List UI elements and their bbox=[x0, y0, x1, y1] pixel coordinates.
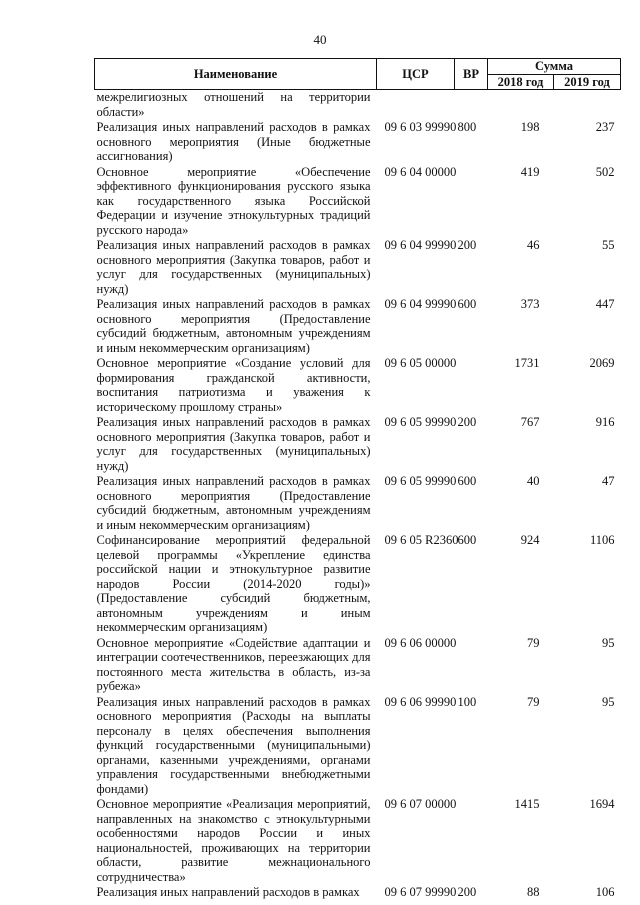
table-row bbox=[95, 238, 621, 297]
row-name-cell: Основное мероприятие «Обеспечение эффективного функционирования русского языка как государственного языка Российской Федерации и изучение этнокультурных традиций русского народа» bbox=[96, 164, 371, 237]
row-vr-cell: 200 bbox=[457, 238, 477, 252]
table-row bbox=[95, 533, 621, 636]
row-amount-2019-cell: 95 bbox=[602, 635, 615, 650]
row-name-cell: Реализация иных направлений расходов в рамках основного мероприятия (Предоставление субсидий бюджетным, автономным учреждениям и иным некоммерческим организациям) bbox=[96, 474, 371, 532]
table-row bbox=[95, 885, 621, 901]
row-amount-2019-cell: 447 bbox=[595, 297, 615, 311]
table-row bbox=[95, 120, 621, 165]
row-name-cell: Софинансирование мероприятий федеральной целевой программы «Укрепление единства российской нации и этнокультурное развитие народов России (2014-2020 годы)» (Предоставление субсидий бюджетным, автономным учреждениям и иным некоммерческим организациям) bbox=[96, 533, 371, 634]
row-amount-2018-cell: 198 bbox=[520, 120, 540, 134]
row-vr-cell bbox=[455, 165, 488, 239]
row-name-cell: Реализация иных направлений расходов в рамках основного мероприятия (Закупка товаров, работ и услуг для государственных (муниципальных) нужд) bbox=[96, 415, 371, 473]
row-amount-2019-cell: 502 bbox=[595, 164, 615, 179]
header-year-2019: 2019 год bbox=[554, 74, 621, 90]
row-vr-cell: 800 bbox=[457, 120, 477, 134]
header-name: Наименование bbox=[95, 59, 377, 90]
row-csr-cell: 09 6 07 99990 bbox=[384, 885, 457, 899]
header-sum: Сумма bbox=[488, 59, 621, 75]
row-amount-2019-cell: 2069 bbox=[589, 356, 615, 370]
row-vr-cell: 600 bbox=[457, 533, 477, 547]
row-vr-cell bbox=[455, 797, 488, 885]
row-csr-cell: 09 6 05 99990 bbox=[384, 415, 457, 429]
table-row bbox=[95, 636, 621, 695]
row-name-cell: Основное мероприятие «Содействие адаптации и интеграции соотечественников, переезжающих для постоянного места жительства в область, из-за рубежа» bbox=[96, 635, 371, 693]
header-csr: ЦСР bbox=[377, 59, 455, 90]
table-row bbox=[95, 415, 621, 474]
row-vr-cell bbox=[455, 90, 488, 121]
table-row bbox=[95, 356, 621, 415]
row-name-cell: Реализация иных направлений расходов в рамках основного мероприятия (Закупка товаров, работ и услуг для государственных (муниципальных) нужд) bbox=[96, 238, 371, 296]
row-amount-2019-cell bbox=[554, 90, 621, 121]
row-name-cell: Основное мероприятие «Реализация мероприятий, направленных на знакомство с этнокультурными особенностями народов России и иных национальностей, проживающих на территории области, развитие межнационального сотрудничества» bbox=[96, 797, 371, 884]
row-csr-cell: 09 6 03 99990 bbox=[384, 120, 457, 134]
header-vr: ВР bbox=[455, 59, 488, 90]
row-csr-cell: 09 6 05 R2360 bbox=[384, 533, 459, 547]
row-amount-2019-cell: 1694 bbox=[589, 797, 615, 811]
row-name-cell: Реализация иных направлений расходов в рамках основного мероприятия (Иные бюджетные ассигнования) bbox=[96, 120, 371, 163]
row-csr-cell: 09 6 06 99990 bbox=[384, 694, 457, 709]
table-row bbox=[95, 695, 621, 798]
row-name-cell: Реализация иных направлений расходов в рамках основного мероприятия (Расходы на выплаты персоналу в целях обеспечения выполнения функций государственными (муниципальными) органами, казенными учреждениями, органами управления государственными внебюджетными фондами) bbox=[96, 694, 371, 796]
row-amount-2019-cell: 237 bbox=[595, 120, 615, 134]
row-amount-2018-cell: 924 bbox=[520, 533, 540, 547]
row-amount-2018-cell: 373 bbox=[520, 297, 540, 311]
row-csr-cell: 09 6 04 00000 bbox=[384, 164, 457, 179]
row-amount-2018-cell: 88 bbox=[527, 885, 540, 899]
table-row bbox=[95, 297, 621, 356]
row-csr-cell: 09 6 04 99990 bbox=[384, 297, 457, 311]
page-number: 40 bbox=[313, 32, 327, 47]
row-vr-cell: 100 bbox=[457, 694, 477, 709]
row-csr-cell: 09 6 05 00000 bbox=[384, 356, 457, 370]
row-csr-cell: 09 6 07 00000 bbox=[384, 797, 457, 811]
row-amount-2018-cell: 1415 bbox=[514, 797, 540, 811]
budget-table bbox=[94, 58, 621, 901]
row-amount-2019-cell: 916 bbox=[595, 415, 615, 429]
row-vr-cell bbox=[455, 356, 488, 415]
row-name-cell: Реализация иных направлений расходов в рамках основного мероприятия (Предоставление субсидий бюджетным, автономным учреждениям и иным некоммерческим организациям) bbox=[96, 297, 371, 355]
row-vr-cell: 600 bbox=[457, 297, 477, 311]
table-header bbox=[95, 59, 621, 90]
row-amount-2018-cell: 40 bbox=[527, 474, 540, 488]
table-body bbox=[95, 90, 621, 901]
row-amount-2019-cell: 106 bbox=[595, 885, 615, 899]
row-name-cell: Реализация иных направлений расходов в рамках bbox=[96, 885, 360, 899]
row-csr-cell: 09 6 04 99990 bbox=[384, 238, 457, 252]
row-name-cell: Основное мероприятие «Создание условий для формирования гражданской активности, воспитания патриотизма и уважения к историческому прошлому страны» bbox=[96, 356, 371, 414]
row-amount-2018-cell: 79 bbox=[527, 694, 540, 709]
row-amount-2018-cell: 79 bbox=[527, 635, 540, 650]
table-row bbox=[95, 90, 621, 121]
row-amount-2018-cell bbox=[488, 90, 554, 121]
row-vr-cell: 600 bbox=[457, 474, 477, 488]
row-vr-cell: 200 bbox=[457, 415, 477, 429]
row-amount-2018-cell: 1731 bbox=[514, 356, 540, 370]
row-amount-2018-cell: 46 bbox=[527, 238, 540, 252]
row-csr-cell: 09 6 06 00000 bbox=[384, 635, 457, 650]
row-vr-cell: 200 bbox=[457, 885, 477, 899]
table-row bbox=[95, 165, 621, 239]
row-amount-2018-cell: 419 bbox=[520, 164, 540, 179]
row-amount-2019-cell: 47 bbox=[602, 474, 615, 488]
row-amount-2018-cell: 767 bbox=[520, 415, 540, 429]
row-name-cell: межрелигиозных отношений на территории области» bbox=[96, 90, 371, 119]
row-amount-2019-cell: 55 bbox=[602, 238, 615, 252]
header-year-2018: 2018 год bbox=[488, 74, 554, 90]
table-row bbox=[95, 474, 621, 533]
row-csr-cell bbox=[377, 90, 455, 121]
row-csr-cell: 09 6 05 99990 bbox=[384, 474, 457, 488]
row-vr-cell bbox=[455, 636, 488, 695]
row-amount-2019-cell: 1106 bbox=[589, 533, 615, 547]
table-row bbox=[95, 797, 621, 885]
row-amount-2019-cell: 95 bbox=[602, 694, 615, 709]
